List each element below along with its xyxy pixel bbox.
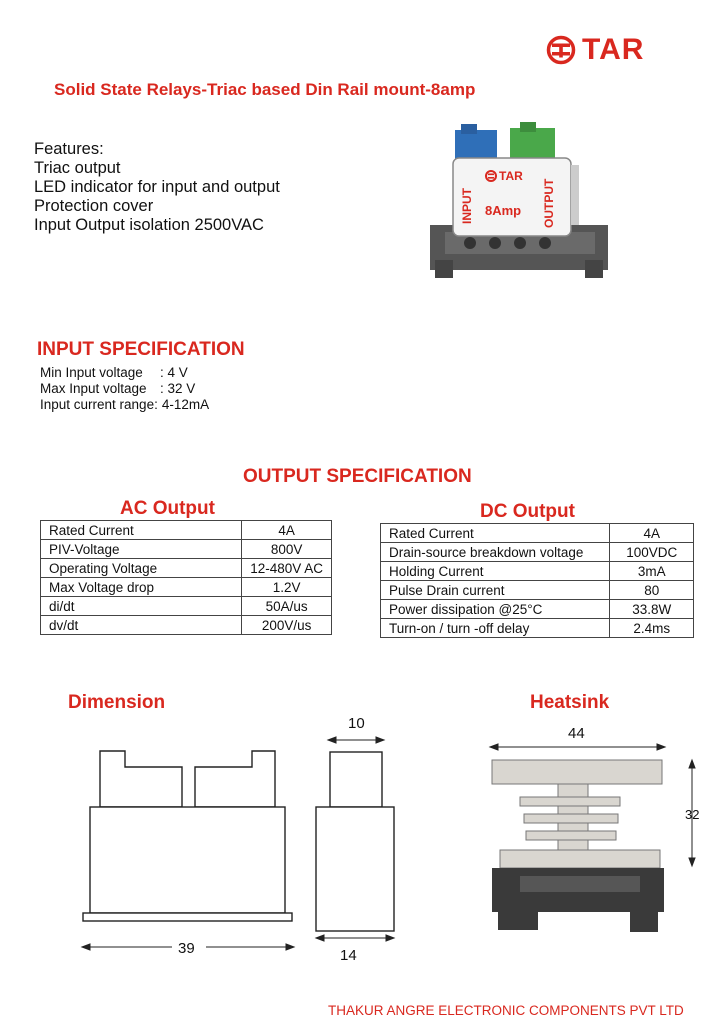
product-output-label: OUTPUT	[542, 178, 556, 228]
ac-value: 12-480V AC	[242, 559, 332, 578]
input-spec-row	[40, 381, 209, 397]
heatsink-width-label: 44	[568, 725, 585, 742]
tar-logo-icon	[546, 35, 576, 65]
ac-label: PIV-Voltage	[41, 540, 242, 559]
dc-value: 33.8W	[610, 600, 694, 619]
dc-value: 2.4ms	[610, 619, 694, 638]
feature-item: Protection cover	[34, 197, 154, 215]
ac-output-table	[40, 520, 332, 635]
dc-label: Holding Current	[381, 562, 610, 581]
dc-value: 100VDC	[610, 543, 694, 562]
ac-value: 800V	[242, 540, 332, 559]
dimension-width-side: 14	[340, 947, 357, 964]
feature-item: Input Output isolation 2500VAC	[34, 216, 264, 234]
product-input-label: INPUT	[460, 188, 474, 224]
brand-name: TAR	[582, 33, 645, 66]
company-footer: THAKUR ANGRE ELECTRONIC COMPONENTS PVT LTD	[328, 1003, 684, 1018]
dc-output-table	[380, 523, 694, 638]
ac-label: Max Voltage drop	[41, 578, 242, 597]
table-row	[41, 559, 332, 578]
ac-label: Operating Voltage	[41, 559, 242, 578]
page-title: Solid State Relays-Triac based Din Rail mount-8amp	[54, 80, 476, 99]
ac-label: Rated Current	[41, 521, 242, 540]
ac-value: 50A/us	[242, 597, 332, 616]
table-row	[381, 619, 694, 638]
table-row	[381, 581, 694, 600]
features-list	[34, 140, 280, 235]
dc-label: Drain-source breakdown voltage	[381, 543, 610, 562]
dimension-front-drawing	[70, 745, 310, 965]
heatsink-heading: Heatsink	[530, 692, 610, 713]
input-spec-row	[40, 365, 209, 381]
table-row	[381, 600, 694, 619]
input-spec-heading: INPUT SPECIFICATION	[37, 339, 245, 360]
product-image	[425, 120, 615, 280]
ac-value: 200V/us	[242, 616, 332, 635]
dimension-width-front: 39	[178, 940, 195, 957]
dc-label: Pulse Drain current	[381, 581, 610, 600]
table-row	[41, 521, 332, 540]
features-heading: Features:	[34, 140, 104, 158]
table-row	[381, 562, 694, 581]
table-row	[381, 524, 694, 543]
ac-label: dv/dt	[41, 616, 242, 635]
heatsink-height-label: 32	[685, 807, 700, 822]
dimension-width-top: 10	[348, 715, 365, 732]
ac-value: 1.2V	[242, 578, 332, 597]
feature-item: LED indicator for input and output	[34, 178, 280, 196]
input-spec-label: Min Input voltage	[40, 365, 143, 380]
input-spec-row	[40, 397, 209, 413]
heatsink-drawing	[480, 722, 710, 952]
feature-item: Triac output	[34, 159, 121, 177]
brand-logo	[546, 32, 666, 68]
ac-output-heading: AC Output	[120, 498, 215, 519]
dc-output-heading: DC Output	[480, 501, 575, 522]
dimension-heading: Dimension	[68, 692, 166, 713]
dc-value: 3mA	[610, 562, 694, 581]
product-rating: 8Amp	[485, 203, 522, 218]
table-row	[41, 597, 332, 616]
input-spec-value: 4-12mA	[161, 397, 210, 412]
table-row	[41, 540, 332, 559]
table-row	[41, 616, 332, 635]
ac-value: 4A	[242, 521, 332, 540]
ac-label: di/dt	[41, 597, 242, 616]
table-row	[41, 578, 332, 597]
dc-label: Power dissipation @25°C	[381, 600, 610, 619]
input-spec-label: Input current range:	[40, 397, 158, 412]
dc-value: 80	[610, 581, 694, 600]
dc-label: Rated Current	[381, 524, 610, 543]
input-spec-value: : 32 V	[160, 381, 196, 396]
output-spec-heading: OUTPUT SPECIFICATION	[243, 466, 472, 487]
input-spec-list	[40, 365, 209, 413]
product-brand: TAR	[499, 169, 523, 183]
dimension-side-drawing	[310, 710, 400, 970]
input-spec-value: : 4 V	[160, 365, 188, 380]
dc-value: 4A	[610, 524, 694, 543]
dc-label: Turn-on / turn -off delay	[381, 619, 610, 638]
table-row	[381, 543, 694, 562]
input-spec-label: Max Input voltage	[40, 381, 147, 396]
